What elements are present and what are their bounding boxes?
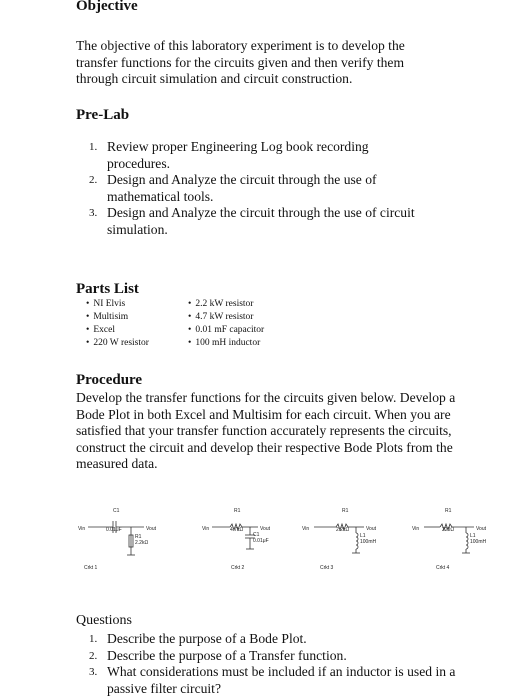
svg-text:R1: R1 — [342, 508, 349, 514]
part-item: • 2.2 kW resistor — [188, 298, 264, 311]
prelab-item — [89, 139, 429, 172]
svg-text:Vout: Vout — [146, 526, 157, 532]
svg-text:Vout: Vout — [366, 526, 377, 532]
svg-text:220Ω: 220Ω — [442, 527, 455, 533]
prelab-item-number: 1. — [89, 141, 98, 153]
svg-text:100mH: 100mH — [360, 539, 377, 545]
svg-text:100mH: 100mH — [470, 539, 487, 545]
question-item-number: 2. — [89, 649, 98, 662]
svg-text:Vin: Vin — [302, 526, 310, 532]
svg-text:C1: C1 — [113, 508, 120, 514]
svg-text:2.2kΩ: 2.2kΩ — [336, 527, 350, 533]
prelab-list — [89, 139, 429, 238]
questions-list — [89, 631, 459, 697]
parts-heading: Parts List — [76, 281, 139, 297]
svg-text:L1: L1 — [360, 533, 366, 539]
svg-text:0.01μF: 0.01μF — [253, 538, 269, 544]
circuit-3-schematic — [300, 505, 390, 573]
part-item: • Excel — [86, 324, 149, 337]
question-item — [89, 664, 459, 697]
prelab-item — [89, 172, 429, 205]
svg-text:Crkt 3: Crkt 3 — [320, 565, 334, 571]
svg-text:Crkt 1: Crkt 1 — [84, 565, 98, 571]
svg-text:Vout: Vout — [476, 526, 487, 532]
svg-text:C1: C1 — [253, 532, 260, 538]
prelab-item-number: 2. — [89, 174, 98, 186]
svg-text:Vout: Vout — [260, 526, 271, 532]
circuit-1 — [76, 505, 166, 573]
prelab-item-number: 3. — [89, 207, 98, 219]
prelab-item-text: Review proper Engineering Log book recording procedures. — [107, 139, 369, 171]
svg-text:Crkt 4: Crkt 4 — [436, 565, 450, 571]
question-item-text: Describe the purpose of a Bode Plot. — [107, 631, 307, 646]
question-item-number: 3. — [89, 666, 98, 678]
circuit-2-schematic — [200, 505, 290, 573]
question-item — [89, 648, 459, 665]
part-item: • 100 mH inductor — [188, 337, 264, 350]
part-item: • Multisim — [86, 311, 149, 324]
parts-column-2 — [188, 298, 264, 350]
objective-heading: Objective — [76, 0, 138, 14]
circuit-3 — [300, 505, 390, 573]
procedure-text: Develop the transfer functions for the circuits given below. Develop a Bode Plot in both Excel and Multisim for each circuit. When you are satisfied that your transfer function accurately represents the circuits, construct the circuit and develop their respective Bode Plots from the measured data. — [76, 390, 456, 471]
question-item-text: Describe the purpose of a Transfer function. — [107, 647, 347, 663]
svg-text:Vin: Vin — [78, 526, 86, 532]
question-item-text: What considerations must be included if an inductor is used in a passive filter circuit? — [107, 664, 456, 696]
part-item: • NI Elvis — [86, 298, 149, 311]
svg-text:R1: R1 — [234, 508, 241, 514]
circuit-4-schematic — [410, 505, 500, 573]
question-item-number: 1. — [89, 633, 98, 645]
svg-text:Crkt 2: Crkt 2 — [231, 565, 245, 571]
svg-text:0.01μF: 0.01μF — [106, 527, 122, 533]
procedure-heading: Procedure — [76, 372, 143, 388]
objective-text: The objective of this laboratory experiment is to develop the transfer functions for the circuits given and then verify them through circuit simulation and circuit construction. — [76, 38, 405, 86]
prelab-item-text: Design and Analyze the circuit through the use of circuit simulation. — [107, 205, 415, 237]
prelab-item-text: Design and Analyze the circuit through the use of mathematical tools. — [107, 172, 377, 204]
question-item — [89, 631, 459, 648]
inductor-symbol — [356, 533, 358, 549]
prelab-item — [89, 205, 429, 238]
part-item: • 220 W resistor — [86, 337, 149, 350]
svg-text:L1: L1 — [470, 533, 476, 539]
inductor-symbol — [466, 533, 468, 549]
part-item: • 4.7 kW resistor — [188, 311, 264, 324]
svg-text:Vin: Vin — [412, 526, 420, 532]
svg-text:2.2kΩ: 2.2kΩ — [135, 540, 149, 546]
svg-text:R1: R1 — [135, 534, 142, 540]
prelab-heading: Pre-Lab — [76, 107, 130, 123]
svg-text:Vin: Vin — [202, 526, 210, 532]
svg-text:4.7kΩ: 4.7kΩ — [230, 527, 244, 533]
circuit-2 — [200, 505, 290, 573]
questions-heading: Questions — [76, 613, 132, 628]
svg-text:R1: R1 — [445, 508, 452, 514]
parts-column-1 — [86, 298, 149, 350]
circuit-1-schematic — [76, 505, 166, 573]
circuit-4 — [410, 505, 500, 573]
part-item: • 0.01 mF capacitor — [188, 324, 264, 337]
